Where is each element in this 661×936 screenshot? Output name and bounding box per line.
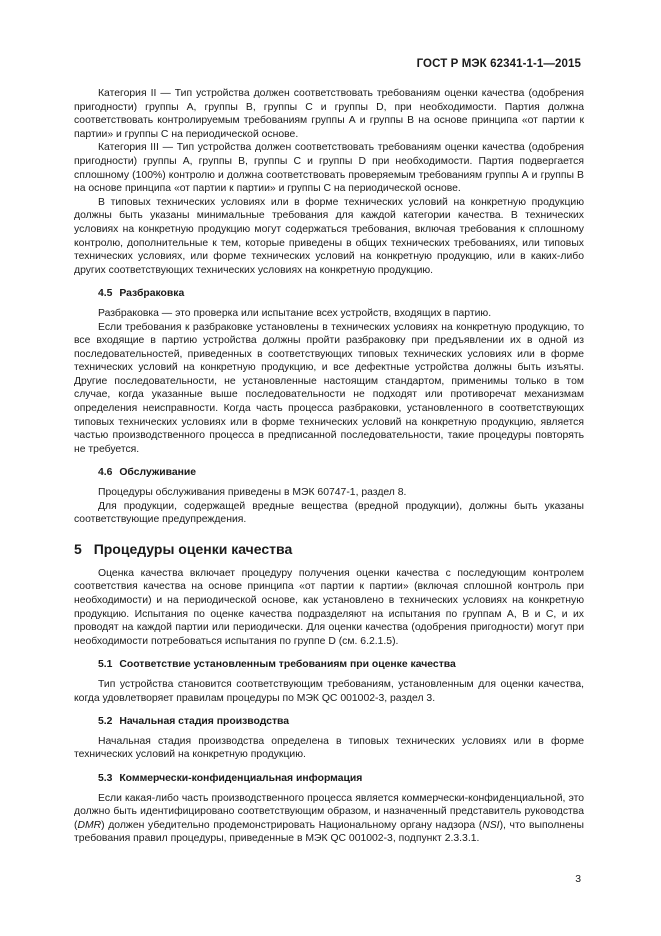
section-title: Начальная стадия производства [119,716,290,728]
document-header-code: ГОСТ Р МЭК 62341-1-1—2015 [416,58,581,70]
section-number: 5.2 [98,716,113,728]
section-number: 5.1 [98,659,113,671]
abbreviation-dmr: DMR [77,819,102,831]
document-body [74,87,584,846]
paragraph-category-3: Категория III — Тип устройства должен соответствовать требованиям оценки качества (одобрения пригодности) группы А, группы В, группы С и группы D при необходимости. Партия подвергается сплошному (100%) контролю и должна соответствовать проверяемым требованиям группы А и группы В на основе принципа «от партии к партии» и группы С на периодической основе. [74,142,584,195]
section-heading-5-1 [98,658,584,672]
paragraph-hazard-warnings: Для продукции, содержащей вредные вещества (вредной продукции), должны быть указаны соответствующие предупреждения. [74,500,584,526]
paragraph-quality-assessment: Оценка качества включает процедуру получения оценки качества с последующим контролем соответствия качества на основе принципа «от партии к партии» (включая сплошной контроль при необходимости) и на периодической основе, как установлено в технических условиях на конкретную продукцию. Испытания по оценке качества подразделяют на испытания по группам А, В и С, и их проводят на каждой партии или периодически. Для оценки качества (одобрения пригодности) могут при необходимости потребоваться испытания по группе D (см. 6.2.1.5). [74,567,584,647]
paragraph-service-procedures: Процедуры обслуживания приведены в МЭК 60747-1, раздел 8. [98,487,407,499]
section-title: Соответствие установленным требованиям при оценке качества [119,659,456,671]
paragraph-confidential-info [74,792,584,846]
section-heading-4-6 [98,466,584,480]
text-segment: ), что выполнены требования правил процедуры, приведенные в МЭК QC 001002-3, подпункт 2.3.3.1. [74,819,584,845]
abbreviation-nsi: NSI [482,819,500,831]
section-title: Разбраковка [119,288,185,300]
section-number: 5 [74,540,82,557]
text-segment: ) должен убедительно продемонстрировать Национальному органу надзора ( [101,819,483,831]
paragraph-screening-definition: Разбраковка — это проверка или испытание всех устройств, входящих в партию. [98,307,492,319]
page-number: 3 [575,874,581,885]
paragraph-screening-requirements: Если требования к разбраковке установлены в технических условиях на конкретную продукцию, то все входящие в партию устройства должны пройти разбраковку при предъявлении их в одной из последовательностей, приведенных в соответствующих типовых технических условиях или в форме технических условий на конкретную продукцию, и все дефектные устройства должны быть изъяты. Другие последовательности, не установленные настоящим стандартом, применимы только в том случае, когда указанные выше последовательности не подходят или противоречат механизмам определения неисправности. Когда часть процесса разбраковки, установленного в соответствующих типовых технических условиях или в форме технических условий на конкретную продукцию, является частью производственного процесса в предписанной последовательности, такие процедуры повторять не требуется. [74,321,584,455]
section-number: 4.6 [98,467,113,479]
paragraph-quality-categories: В типовых технических условиях или в форме технических условий на конкретную продукцию должны быть указаны минимальные требования для каждой категории качества. В технических условиях на конкретную продукцию могут содержаться требования, включая требования к сплошному контролю, дополнительные к тем, которые приведены в общих технических требованиях, или типовых технических условиях, или форме технических условий на конкретную продукцию, или в каких-либо других соответствующих технических условиях на конкретную продукцию. [74,196,584,276]
section-title: Коммерчески-конфиденциальная информация [119,772,363,784]
section-title: Процедуры оценки качества [93,540,293,557]
section-number: 5.3 [98,772,113,784]
section-title: Обслуживание [119,467,197,479]
paragraph-category-2: Категория II — Тип устройства должен соответствовать требованиям оценки качества (одобрения пригодности) группы А, группы В, группы С и группы D, при необходимости. Партия должна соответствовать контролируемым требованиям группы А и группы В на основе принципа «от партии к партии» и группы С на периодической основе. [74,88,584,140]
section-heading-5-2 [98,715,584,729]
section-heading-5 [74,541,584,558]
section-heading-5-3 [98,772,584,786]
paragraph-conformance: Тип устройства становится соответствующим требованиям, установленным для оценки качества, когда удовлетворяет правилам процедуры по МЭК QC 001002-3, раздел 3. [74,678,584,704]
paragraph-initial-production: Начальная стадия производства определена в типовых технических условиях или в форме технических условий на конкретную продукцию. [74,735,584,761]
section-number: 4.5 [98,288,113,300]
text-segment: Если какая-либо часть производственного процесса является коммерчески-конфиденциальной, это должно быть идентифицировано соответствующим образом, и назначенный представитель руководства ( [74,792,584,831]
section-heading-4-5 [98,287,584,301]
